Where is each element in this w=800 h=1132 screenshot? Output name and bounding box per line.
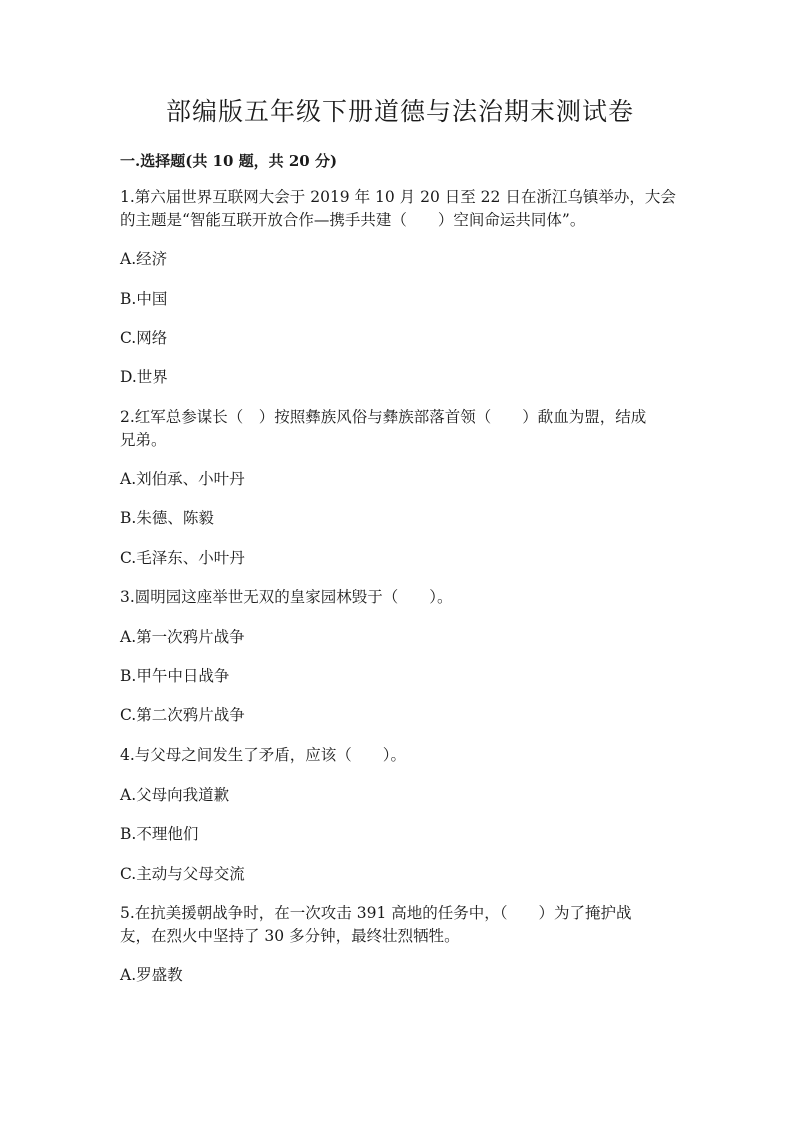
question-4-option-c: C.主动与父母交流 (120, 865, 245, 883)
question-3-option-c: C.第二次鸦片战争 (120, 706, 245, 724)
question-5-line-2: 友，在烈火中坚持了 30 多分钟，最终壮烈牺牲。 (120, 927, 460, 945)
question-3-line-1: 3.圆明园这座举世无双的皇家园林毁于（ ）。 (120, 588, 453, 606)
question-5-line-1: 5.在抗美援朝战争时，在一次攻击 391 高地的任务中，（ ）为了掩护战 (120, 904, 632, 922)
section-heading: 一.选择题(共 10 题，共 20 分) (120, 152, 338, 170)
question-1-option-c: C.网络 (120, 329, 168, 347)
question-1-option-a: A.经济 (120, 250, 168, 268)
question-2-line-1: 2.红军总参谋长（ ）按照彝族风俗与彝族部落首领（ ）歃血为盟，结成 (120, 408, 647, 426)
question-4-line-1: 4.与父母之间发生了矛盾，应该（ ）。 (120, 746, 407, 764)
question-4-option-a: A.父母向我道歉 (120, 786, 230, 804)
question-1-option-b: B.中国 (120, 290, 168, 308)
question-1-line-1: 1.第六届世界互联网大会于 2019 年 10 月 20 日至 22 日在浙江乌镇举办，大会 (120, 188, 676, 206)
page-title: 部编版五年级下册道德与法治期末测试卷 (165, 97, 634, 126)
question-1-line-2: 的主题是“智能互联开放合作—携手共建（ ）空间命运共同体”。 (120, 211, 586, 229)
question-2-option-b: B.朱德、陈毅 (120, 509, 214, 527)
question-2-line-2: 兄弟。 (120, 431, 167, 449)
question-3-option-b: B.甲午中日战争 (120, 667, 230, 685)
question-2-option-c: C.毛泽东、小叶丹 (120, 549, 245, 567)
question-3-option-a: A.第一次鸦片战争 (120, 628, 245, 646)
question-5-option-a: A.罗盛教 (120, 966, 183, 984)
question-1-option-d: D.世界 (120, 368, 168, 386)
question-2-option-a: A.刘伯承、小叶丹 (120, 470, 245, 488)
question-4-option-b: B.不理他们 (120, 825, 199, 843)
